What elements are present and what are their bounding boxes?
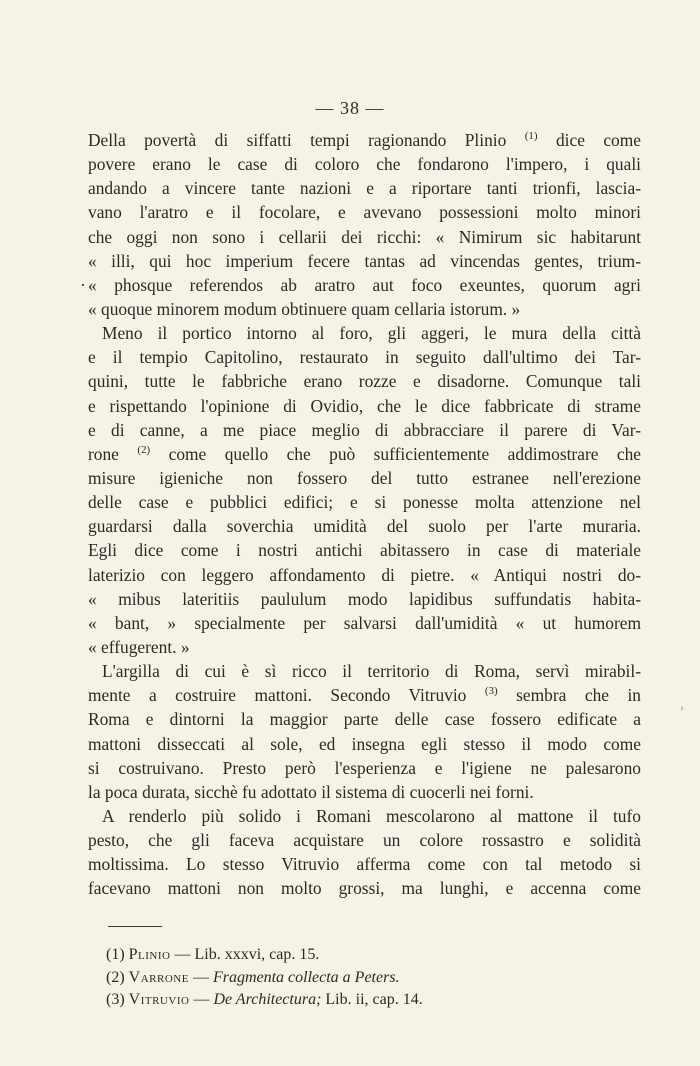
footnote-number: (3) [106,991,125,1008]
text-line [88,176,641,200]
line-text: povere erano le case di coloro che fondarono l'impero, i quali [88,154,641,175]
line-text: Della povertà di siffatti tempi ragionando Plinio [88,130,525,150]
text-line [88,804,641,828]
text-line [88,587,641,611]
footnote-author: Vitruvio [128,991,190,1008]
text-line [88,683,641,707]
text-line [88,297,641,321]
text-line [88,345,641,369]
margin-mark: › [680,700,684,714]
text-line [88,418,641,442]
line-text: mattoni disseccati al sole, ed insegna egli stesso il modo come [88,733,641,754]
footnote-reference: (2) [137,444,151,457]
text-line [88,756,641,780]
line-text: L'argilla di cui è sì ricco il territorio di Roma, servì mirabil- [102,661,641,682]
line-text: moltissima. Lo stesso Vitruvio afferma come con tal metodo si [88,854,641,875]
line-text: andando a vincere tante nazioni e a riportare tanti trionfi, lascia- [88,178,641,199]
text-line [88,514,641,538]
footnote-detail: Lib. ii, cap. 14. [321,991,423,1008]
text-line [88,538,641,562]
text-line [88,249,641,273]
text-line [88,200,641,224]
footnote [106,989,606,1012]
footnote [106,967,606,990]
line-text: e rispettando l'opinione di Ovidio, che le dice fabbricate di strame [88,395,641,416]
footnotes [106,944,606,1012]
text-line [88,659,641,683]
text-line [88,563,641,587]
line-text: si costruivano. Presto però l'esperienza e l'igiene ne palesarono [88,757,641,778]
line-text: Egli dice come i nostri antichi abitassero in case di materiale [88,540,641,561]
line-text: vano l'aratro e il focolare, e avevano possessioni molto minori [88,202,641,223]
footnote-separator-dash: — [189,991,214,1008]
line-text: pesto, che gli faceva acquistare un colore rossastro e solidità [88,830,641,851]
line-text: rone [88,443,138,464]
text-line [88,635,641,659]
footnote-work: Lib. xxxvi, cap. 15. [194,946,320,963]
line-text: quini, tutte le fabbriche erano rozze e disadorne. Comunque tali [88,371,641,392]
line-text: laterizio con leggero affondamento di pietre. « Antiqui nostri do- [88,564,641,585]
text-line [88,394,641,418]
footnote-reference: (1) [524,130,538,143]
text-line [88,852,641,876]
footnote-author: Varrone [128,968,189,986]
footnote-reference: (3) [484,685,498,698]
text-line [80,273,641,297]
line-text: facevano mattoni non molto grossi, ma lunghi, e accenna come [88,878,641,899]
line-text: « effugerent. » [88,636,190,657]
line-text: guardarsi dalla soverchia umidità del suolo per l'arte muraria. [88,516,641,537]
text-line [88,780,641,804]
line-text: misure igieniche non fossero del tutto estranee nell'erezione [88,467,641,488]
text-line [88,876,641,900]
footnote-number: (1) [106,946,125,963]
line-text: che oggi non sono i cellarii dei ricchi: « Nimirum sic habitarunt [88,226,641,247]
footnote-author: Plinio [128,946,171,963]
body-text [80,128,642,901]
line-text: e il tempio Capitolino, restaurato in seguito dall'ultimo dei Tar- [88,347,641,368]
line-text: la poca durata, sicchè fu adottato il sistema di cuocerli nei forni. [88,781,534,802]
line-text: Meno il portico intorno al foro, gli aggeri, le mura della città [102,323,641,344]
text-line [88,828,641,852]
text-line [88,152,641,176]
text-line [88,128,641,152]
footnote-work: Fragmenta collecta a Peters. [212,968,400,986]
line-text: delle case e pubblici edifici; e si ponesse molta attenzione nel [88,492,641,513]
footnote-separator-dash: — [170,946,195,963]
line-text: Roma e dintorni la maggior parte delle case fossero edificate a [88,709,641,730]
line-text: dice come [537,130,641,150]
line-text: A renderlo più solido i Romani mescolarono al mattone il tufo [102,805,641,826]
line-text: « illi, qui hoc imperium fecere tantas ad vincendas gentes, trium- [88,250,641,271]
text-line [88,369,641,393]
text-line [88,321,641,345]
page-number: — 38 — [315,98,385,118]
line-text: mente a costruire mattoni. Secondo Vitruvio [88,685,485,706]
footnote [106,944,606,967]
footnote-work: De Architectura; [213,991,322,1008]
text-line [88,732,641,756]
line-text: « bant, » specialmente per salvarsi dall'umidità « ut humorem [88,612,641,633]
text-line [88,442,641,466]
text-line [88,225,641,249]
footnote-separator-dash: — [188,968,213,986]
margin-dot: · [80,274,86,295]
footnote-number: (2) [106,968,125,986]
text-line [88,490,641,514]
line-text: sembra che in [497,685,641,706]
line-text: come quello che può sufficientemente addimostrare che [150,443,642,464]
line-text: « phosque referendos ab aratro aut foco exeuntes, quorum agri [88,274,641,295]
text-line [88,466,641,490]
text-line [88,707,641,731]
line-text: « mibus lateritiis paululum modo lapidibus suffundatis habita- [88,588,641,609]
footnote-separator [108,926,162,927]
line-text: « quoque minorem modum obtinuere quam cellaria istorum. » [88,298,521,319]
text-line [88,611,641,635]
line-text: e di canne, a me piace meglio di abbracciare il parere di Var- [88,419,641,440]
